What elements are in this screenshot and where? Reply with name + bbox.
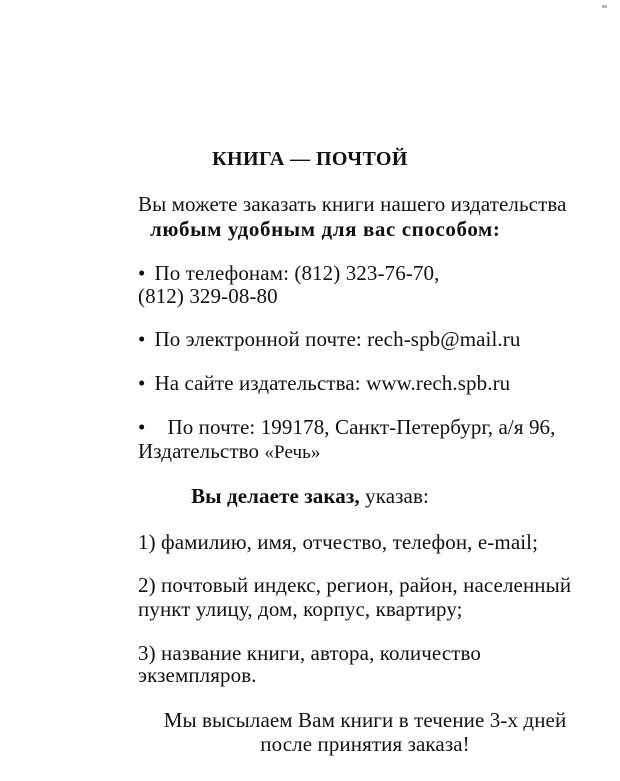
intro-line-2: любым удобным для вас способом: xyxy=(150,217,501,241)
email-method xyxy=(138,327,520,351)
intro-line-1: Вы можете заказать книги нашего издательства xyxy=(138,192,567,216)
phone-method-line-1 xyxy=(138,261,439,285)
order-item-2-line-2: пункт улицу, дом, корпус, квартиру; xyxy=(138,597,463,621)
post-method-line-1 xyxy=(138,415,556,439)
bullet-icon: • xyxy=(138,415,146,439)
website-method-text: На сайте издательства: www.rech.spb.ru xyxy=(154,371,511,395)
bullet-icon: • xyxy=(138,327,146,351)
order-item-2-line-1: 2) почтовый индекс, регион, район, населенный xyxy=(138,573,572,597)
publisher-name: «Речь» xyxy=(264,442,321,463)
scan-mark xyxy=(602,5,607,8)
post-method-text: По почте: 199178, Санкт-Петербург, а/я 96, xyxy=(167,415,556,439)
order-item-1: 1) фамилию, имя, отчество, телефон, e-mail; xyxy=(138,530,539,554)
phone-method-line-2: (812) 329-08-80 xyxy=(138,284,278,308)
website-method xyxy=(138,371,510,395)
order-item-3-line-1: 3) название книги, автора, количество xyxy=(138,641,482,665)
footer-line-1: Мы высылаем Вам книги в течение 3-х дней xyxy=(163,708,567,732)
order-heading-strong: Вы делаете заказ, xyxy=(191,484,360,508)
footer-line-2: после принятия заказа! xyxy=(260,732,470,756)
order-heading xyxy=(0,484,620,508)
bullet-icon: • xyxy=(138,261,146,285)
phone-method-text: По телефонам: (812) 323-76-70, xyxy=(154,261,440,285)
post-method-line-2 xyxy=(138,439,321,465)
order-item-3-line-2: экземпляров. xyxy=(138,663,257,687)
page-title: КНИГА — ПОЧТОЙ xyxy=(212,148,408,170)
bullet-icon: • xyxy=(138,371,146,395)
publisher-prefix: Издательство xyxy=(138,439,265,463)
email-method-text: По электронной почте: rech-spb@mail.ru xyxy=(154,327,521,351)
order-heading-rest: указав: xyxy=(359,484,429,508)
